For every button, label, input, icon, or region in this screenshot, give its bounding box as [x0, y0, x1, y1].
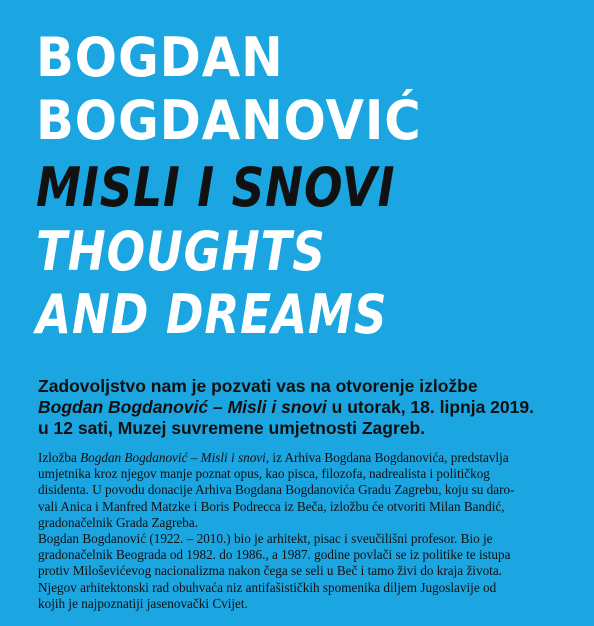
invitation-line-3: u 12 sati, Muzej suvremene umjetnosti Zagreb.: [38, 418, 426, 438]
invitation-line-1: Zadovoljstvo nam je pozvati vas na otvorenje izložbe: [38, 376, 478, 396]
description-fragment: , iz Arhiva Bogdana Bogdanovića, predstavlja: [265, 450, 509, 465]
title-line-2: BOGDANOVIĆ: [36, 89, 422, 152]
description-line: vali Anica i Manfred Matzke i Boris Podrecca iz Beča, izložbu će otvoriti Milan Bandić,: [38, 498, 505, 514]
description-line: disidenta. U povodu donacije Arhiva Bogdana Bogdanovića Gradu Zagrebu, koju su daro-: [38, 482, 515, 498]
title-line-3: MISLI I SNOVI: [36, 156, 396, 219]
description-line: [38, 450, 578, 466]
title-line-4: THOUGHTS: [36, 220, 326, 283]
description-line: protiv Miloševićevog nacionalizma nakon čega se seli u Beč i tamo živi do kraja života.: [38, 563, 502, 579]
description-line: umjetnika kroz njegov manje poznat opus, kao pisca, filozofa, nadrealista i političkog: [38, 466, 490, 482]
exhibition-title: Bogdan Bogdanović – Misli i snovi: [38, 397, 327, 417]
invitation-text: [38, 376, 578, 439]
description-line: Njegov arhitektonski rad obuhvaća niz antifašističkih spomenika diljem Jugoslavije od: [38, 579, 497, 595]
description-fragment: Izložba: [38, 450, 81, 465]
description-line: gradonačelnik Beograda od 1982. do 1986., a 1987. godine povlači se iz politike te istupa: [38, 547, 511, 563]
description-line: Bogdan Bogdanović (1922. – 2010.) bio je arhitekt, pisac i sveučilišni profesor. Bio je: [38, 531, 493, 547]
invitation-date: u utorak, 18. lipnja 2019.: [326, 397, 534, 417]
description-text: [38, 450, 578, 612]
exhibition-title-inline: Bogdan Bogdanović – Misli i snovi: [80, 450, 266, 465]
description-line: kojih je najpoznatiji jasenovački Cvijet.: [38, 595, 248, 611]
title-line-1: BOGDAN: [36, 26, 284, 89]
title-line-5: AND DREAMS: [36, 283, 388, 346]
description-line: gradonačelnik Grada Zagreba.: [38, 514, 198, 530]
invitation-line-2: [38, 397, 578, 418]
